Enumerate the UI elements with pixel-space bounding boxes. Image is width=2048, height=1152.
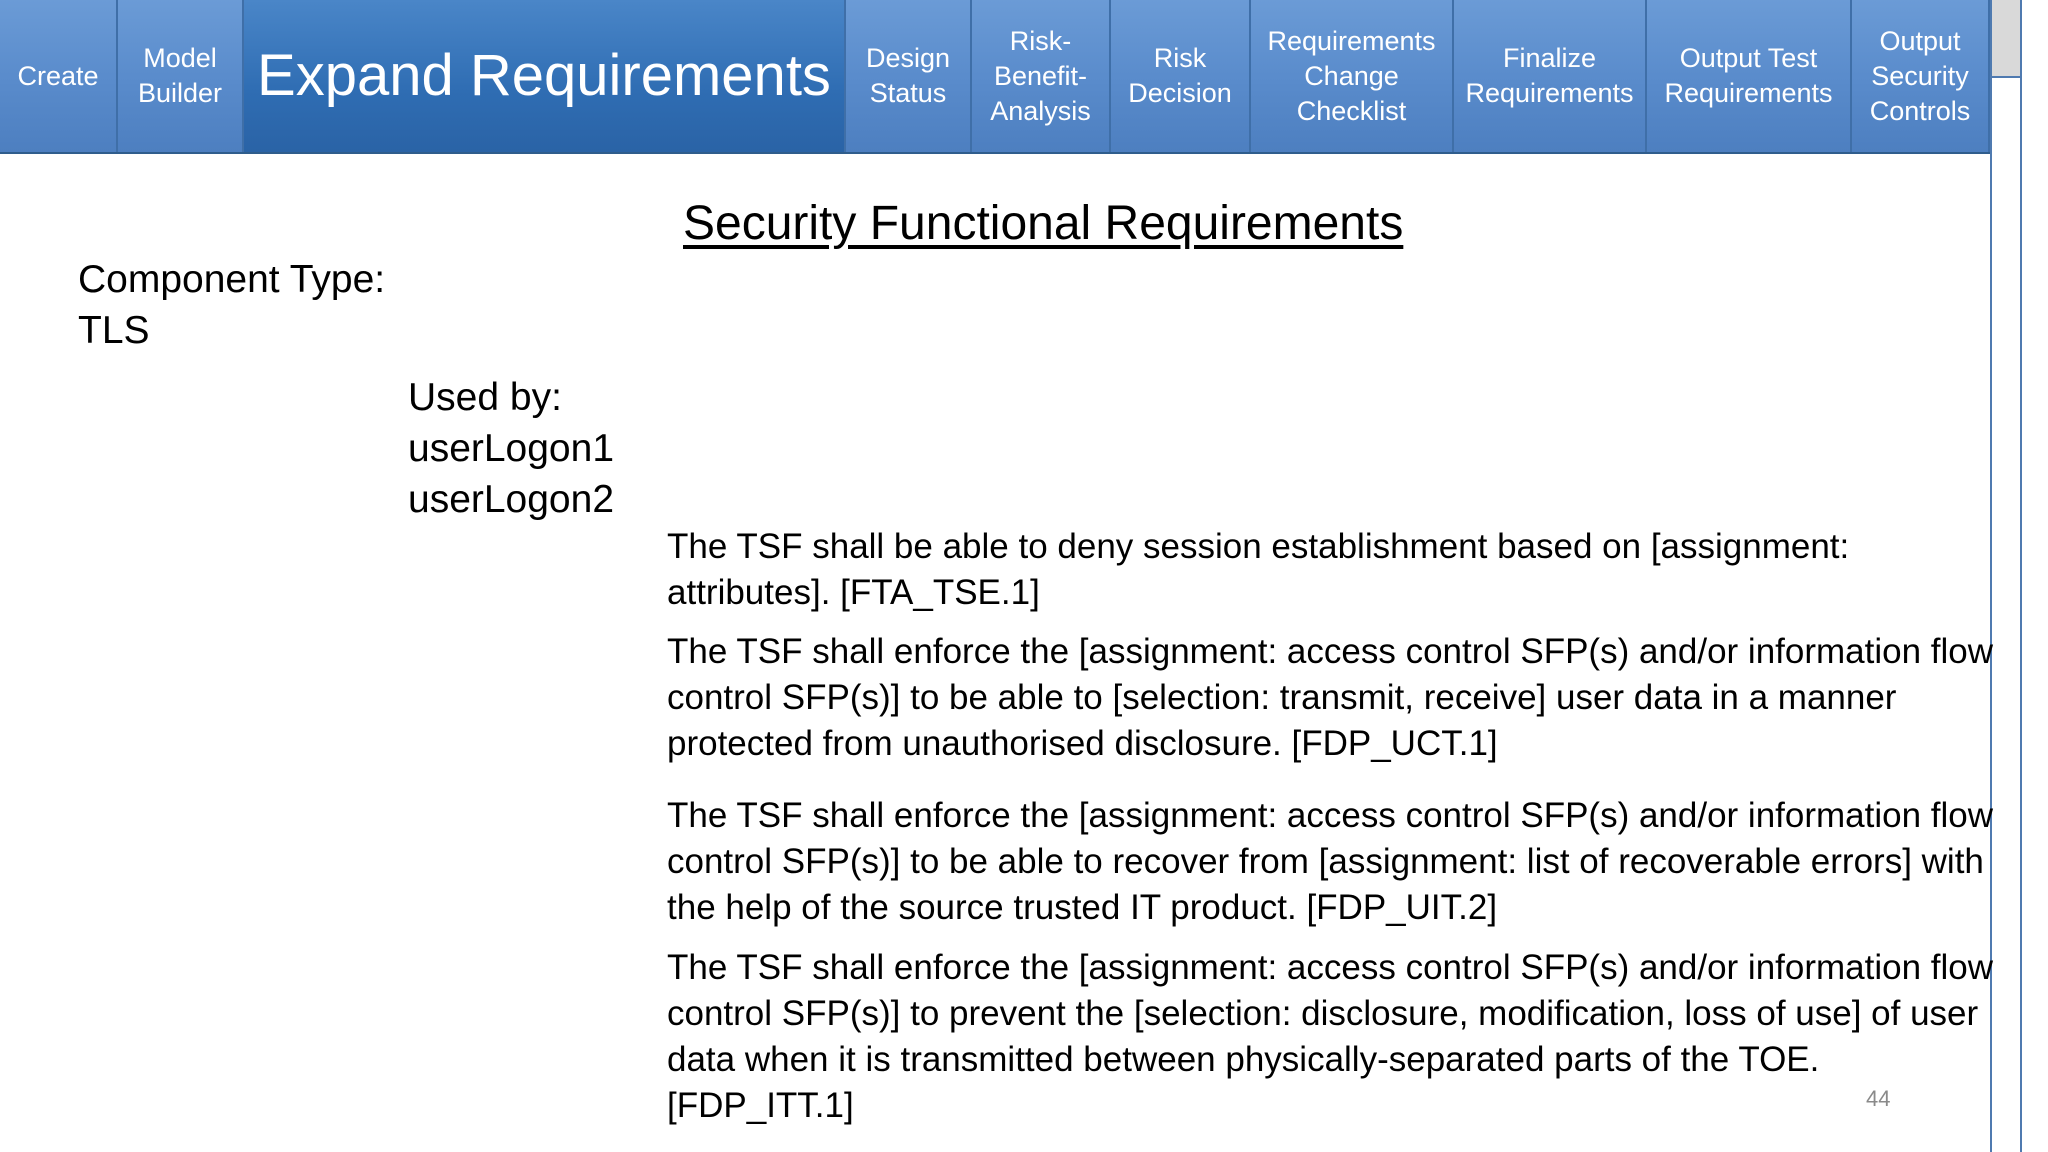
tab-output-test-requirements[interactable]: Output Test Requirements xyxy=(1647,0,1852,152)
tab-risk-benefit-analysis[interactable]: Risk- Benefit- Analysis xyxy=(972,0,1111,152)
used-by-label: Used by: xyxy=(408,376,562,419)
tab-design-status[interactable]: Design Status xyxy=(846,0,972,152)
requirement-item: The TSF shall be able to deny session establishment based on [assignment: attributes]. [FTA_TSE.1] xyxy=(667,527,1850,612)
tab-finalize-requirements[interactable]: Finalize Requirements xyxy=(1454,0,1647,152)
component-type-value: TLS xyxy=(78,309,150,352)
used-by-item: userLogon1 xyxy=(408,427,615,470)
tab-risk-decision[interactable]: Risk Decision xyxy=(1111,0,1251,152)
tab-create[interactable]: Create xyxy=(0,0,118,152)
used-by-item: userLogon2 xyxy=(408,478,615,521)
used-by-block xyxy=(408,372,614,525)
requirement-item: The TSF shall enforce the [assignment: access control SFP(s) and/or information flow control SFP(s)] to be able to recover from [assignment: list of recoverable errors] with the help of the source trusted IT product. [FDP_UIT.2] xyxy=(667,796,1994,927)
page-number: 44 xyxy=(1866,1086,1891,1111)
top-nav xyxy=(0,0,1990,154)
tab-requirements-change-checklist[interactable]: Requirements Change Checklist xyxy=(1251,0,1454,152)
tab-output-security-controls[interactable]: Output Security Controls xyxy=(1852,0,1990,152)
tab-model-builder[interactable]: Model Builder xyxy=(118,0,244,152)
page-title: Security Functional Requirements xyxy=(683,197,1404,250)
requirement-item: The TSF shall enforce the [assignment: access control SFP(s) and/or information flow control SFP(s)] to be able to [selection: transmit, receive] user data in a manner protected from unauthorised disclosure. [FDP_UCT.1] xyxy=(667,632,1994,763)
requirement-item: The TSF shall enforce the [assignment: access control SFP(s) and/or information flow control SFP(s)] to prevent the [selection: disclosure, modification, loss of use] of user data when it is transmitted between physically-separated parts of the TOE. [FDP_ITT.1] xyxy=(667,948,1994,1125)
scrollbar-thumb[interactable] xyxy=(1992,0,2020,78)
tab-expand-requirements[interactable]: Expand Requirements xyxy=(244,0,846,152)
component-type-label: Component Type: xyxy=(78,258,386,301)
